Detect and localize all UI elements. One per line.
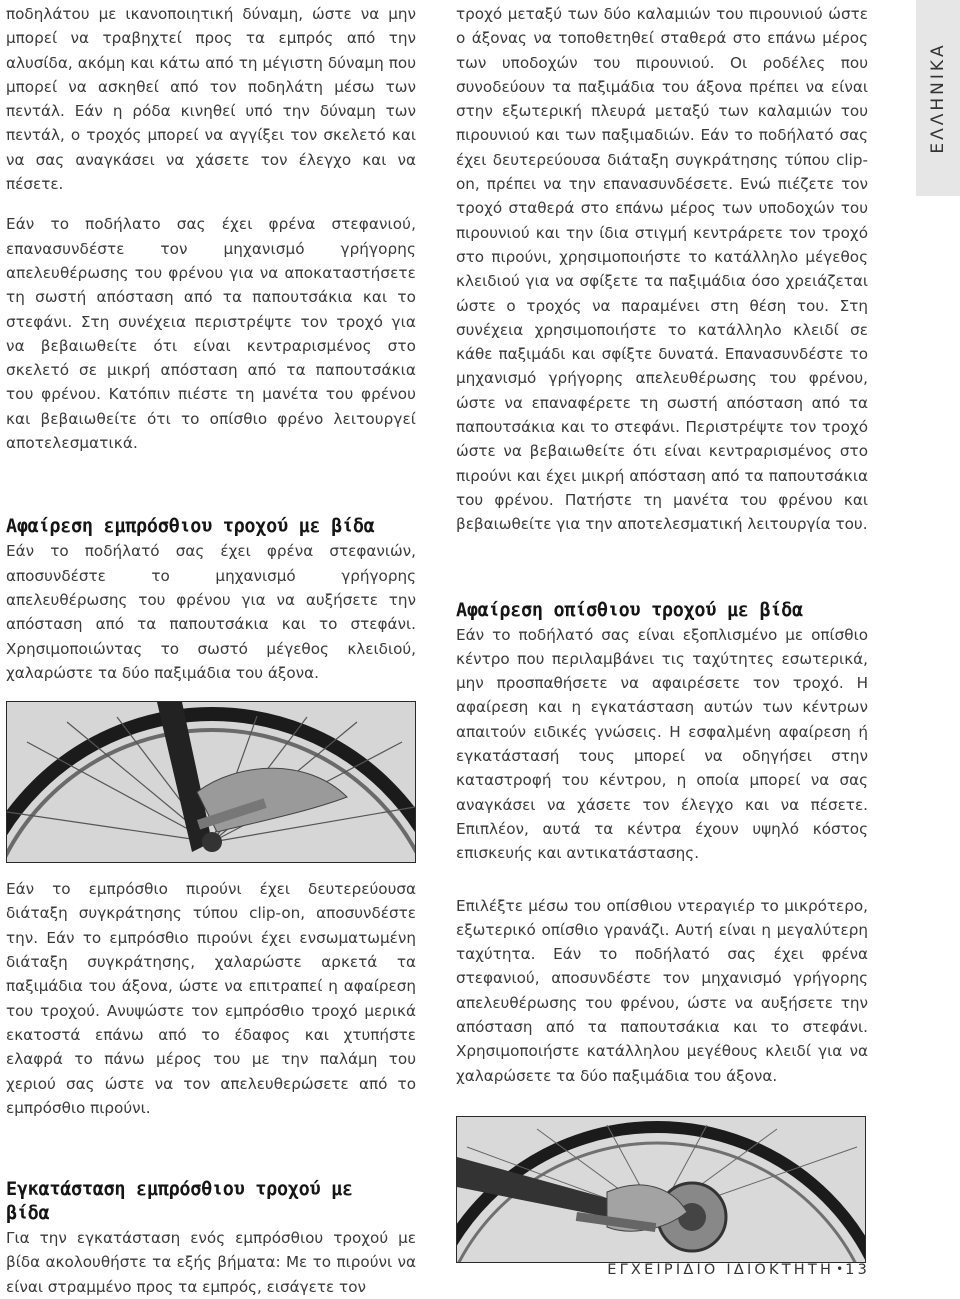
footer-label: ΕΓΧΕΙΡΙΔΙΟ ΙΔΙΟΚΤΗΤΗ [607, 1262, 835, 1278]
footer-separator: • [836, 1262, 844, 1276]
paragraph: Εάν το ποδήλατο σας έχει φρένα στεφανιού, επανασυνδέστε τον μηχανισμό γρήγορης απελευθέρωσης του φρένου για να αποκαταστήσετε τη σωστή απόσταση από τα παπουτσάκια και το στεφάνι. Στη συνέχεια περιστρέψτε τον τροχό για να βεβαιωθείτε ότι είναι κεντραρισμένος στο σκελετό σε μικρή απόσταση από τα παπουτσάκια του φρένου. Κατόπιν πιέστε τη μανέτα του φρένου και βεβαιωθείτε ότι το οπίσθιο φρένο λειτουργεί αποτελεσματικά. [6, 215, 416, 453]
front-wheel-photo [6, 701, 416, 863]
paragraph: Για την εγκατάσταση ενός εμπρόσθιου τροχού με βίδα ακολουθήστε τα εξής βήματα: Με το πιρούνι να είναι στραμμένο προς τα εμπρός, εισάγετε τον [6, 1229, 416, 1296]
paragraph: Εάν το ποδήλατό σας είναι εξοπλισμένο με οπίσθιο κέντρο που περιλαμβάνει τις ταχύτητες εσωτερικά, μην προσπαθήσετε να αφαιρέσετε τον τροχό. Η αφαίρεση και η εγκατάσταση αυτών των κέντρων απαιτούν ειδικές γνώσεις. Η εσφαλμένη αφαίρεση ή εγκατάστασή τους μπορεί να οδηγήσει στην καταστροφή του κέντρου, η οποία μπορεί να σας αναγκάσει να χάσετε τον έλεγχο και να πέσετε. Επιπλέον, αυτά τα κέντρα έχουν υψηλό κόστος επισκευής και αντικατάστασης. [456, 625, 868, 863]
section-heading: Αφαίρεση εμπρόσθιου τροχού με βίδα [6, 516, 375, 538]
right-column [456, 2, 868, 1263]
left-column [6, 2, 416, 1299]
section-heading: Εγκατάσταση εμπρόσθιου τροχού με βίδα [6, 1179, 353, 1225]
language-tab-label: ΕΛΛΗΝΙΚΑ [928, 42, 948, 154]
paragraph: ποδηλάτου με ικανοποιητική δύναμη, ώστε να μην μπορεί να τραβηχτεί προς τα εμπρός από την αλυσίδα, ακόμη και κάτω από τη μέγιστη δύναμη που μπορεί να ασκηθεί από τον ποδηλάτη μέσω των πεντάλ. Εάν η ρόδα κινηθεί υπό την δύναμη των πεντάλ, ο τροχός μπορεί να αγγίξει τον σκελετό και να σας αναγκάσει να χάσετε τον έλεγχο και να πέσετε. [6, 5, 416, 194]
paragraph: τροχό μεταξύ των δύο καλαμιών του πιρουνιού ώστε ο άξονας να τοποθετηθεί σταθερά στο επάνω μέρος των υποδοχών του πιρουνιού. Οι ροδέλες που συνοδεύουν τα παξιμάδια του άξονα πρέπει να είναι στην εξωτερική πλευρά μεταξύ των καλαμιών του πιρουνιού και των παξιμαδιών. Εάν το ποδήλατό σας έχει δευτερεύουσα διάταξη συγκράτησης τύπου clip-on, πρέπει να την επανασυνδέσετε. Ενώ πιέζετε τον τροχό σταθερά στο επάνω μέρος των υποδοχών του πιρουνιού και την ίδια στιγμή κεντράρετε τον τροχό στο πιρούνι, χρησιμοποιήστε το κατάλληλο μέγεθος κλειδιού για να σφίξετε τα παξιμάδια όσο χρειάζεται ώστε ο τροχός να παραμένει στη θέση του. Στη συνέχεια χρησιμοποιήστε το κατάλληλο κλειδί σε κάθε παξιμάδι και σφίξτε δυνατά. Επανασυνδέστε το μηχανισμό γρήγορης απελευθέρωσης του φρένου, ώστε να επαναφέρετε τη σωστή απόσταση από τα παπουτσάκια και το στεφάνι. Περιστρέψτε τον τροχό ώστε να βεβαιωθείτε ότι είναι κεντραρισμένος στο πιρούνι και έχει μικρή απόσταση από τα παπουτσάκια του φρένου. Πατήστε τη μανέτα του φρένου και βεβαιωθείτε για την αποτελεσματική λειτουργία του. [456, 5, 868, 534]
section-heading: Αφαίρεση οπίσθιου τροχού με βίδα [456, 599, 803, 621]
page-number: 13 [845, 1262, 870, 1278]
paragraph: Επιλέξτε μέσω του οπίσθιου ντεραγιέρ το μικρότερο, εξωτερικό οπίσθιο γρανάζι. Αυτή είναι η μεγαλύτερη ταχύτητα. Εάν το ποδήλατό σας έχει φρένα στεφανιού, αποσυνδέστε τον μηχανισμό γρήγορης απελευθέρωσης του φρένου, ώστε να αυξήσετε την απόσταση από τα παπουτσάκια και το στεφάνι. Χρησιμοποιήστε κατάλληλου μεγέθους κλειδί για να χαλαρώσετε τα δύο παξιμάδια του άξονα. [456, 896, 868, 1085]
paragraph: Εάν το εμπρόσθιο πιρούνι έχει δευτερεύουσα διάταξη συγκράτησης τύπου clip-on, αποσυνδέστε την. Εάν το εμπρόσθιο πιρούνι έχει ενσωματωμένη διάταξη συγκράτησης, χαλαρώστε αρκετά τα παξιμάδια του άξονα, ώστε να επιτραπεί η αφαίρεση του τροχού. Ανυψώστε τον εμπρόσθιο τροχό μερικά εκατοστά επάνω από το έδαφος και χτυπήστε ελαφρά το πάνω μέρος του με την παλάμη του χεριού σας ώστε να τον απελευθερώσετε από το εμπρόσθιο πιρούνι. [6, 880, 416, 1117]
rear-wheel-photo [456, 1116, 866, 1263]
paragraph: Εάν το ποδήλατό σας έχει φρένα στεφανιών, αποσυνδέστε το μηχανισμό γρήγορης απελευθέρωσης του φρένου για να αυξήσετε την απόσταση από τα παπουτσάκια και το στεφάνι. Χρησιμοποιώντας το σωστό μέγεθος κλειδιού, χαλαρώστε τα δύο παξιμάδια του άξονα. [6, 542, 416, 682]
language-tab [916, 0, 960, 196]
page-footer [560, 1262, 870, 1278]
